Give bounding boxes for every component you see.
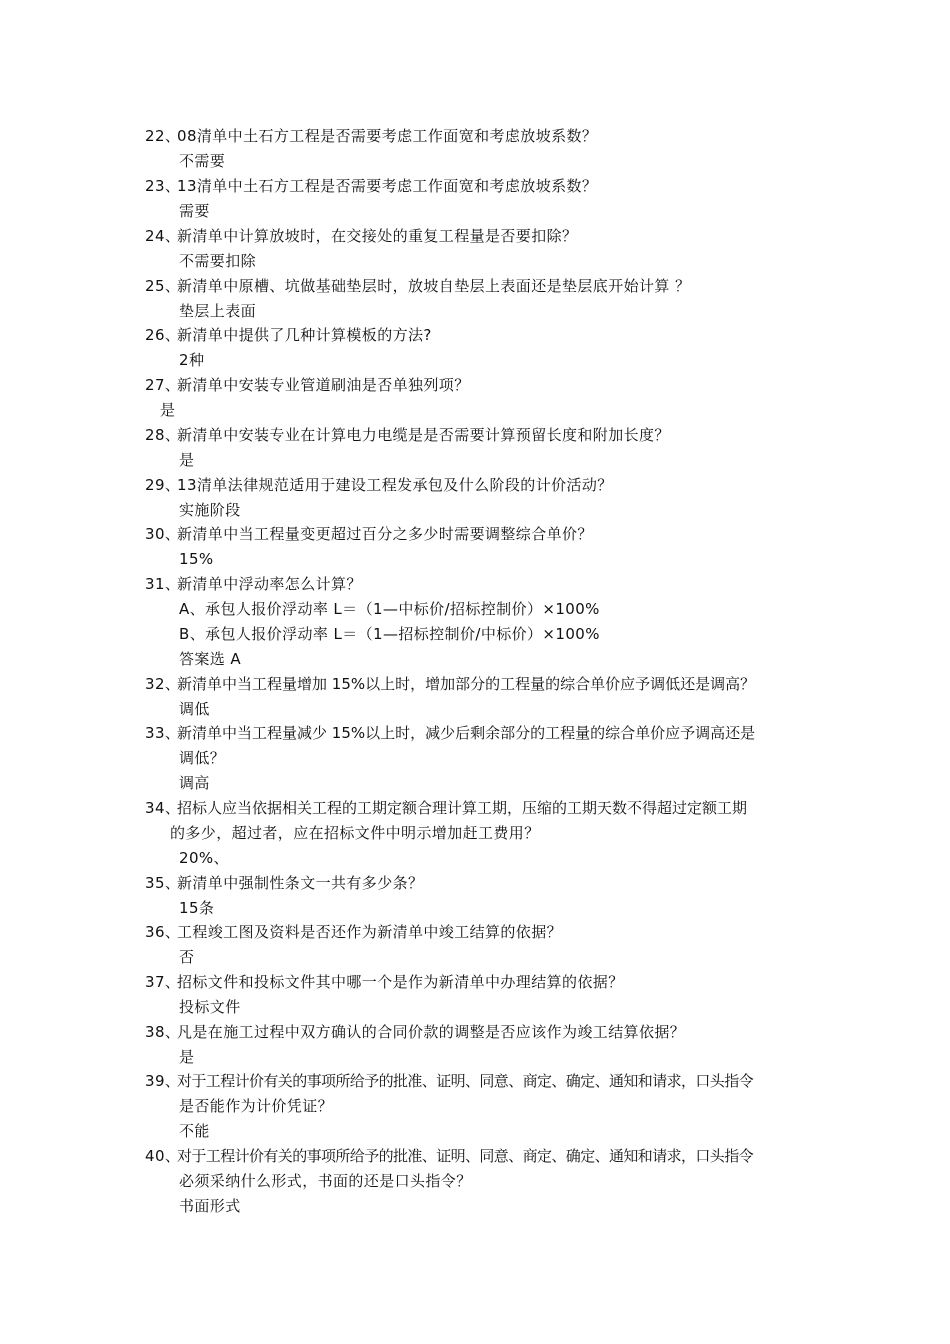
answer-36: 否 bbox=[179, 948, 195, 966]
answer-39: 不能 bbox=[179, 1122, 210, 1140]
answer-28: 是 bbox=[179, 451, 195, 469]
question-39-cont: 是否能作为计价凭证？ bbox=[179, 1097, 334, 1115]
question-25: 25、新清单中原槽、坑做基础垫层时，放坡自垫层上表面还是垫层底开始计算 ？ bbox=[145, 277, 691, 295]
answer-34: 20%、 bbox=[179, 849, 229, 867]
answer-26: 2种 bbox=[179, 351, 205, 369]
question-40: 40、对于工程计价有关的事项所给予的批准、证明、同意、商定、确定、通知和请求，口头指令 bbox=[145, 1147, 754, 1165]
question-39: 39、对于工程计价有关的事项所给予的批准、证明、同意、商定、确定、通知和请求，口头指令 bbox=[145, 1072, 754, 1090]
answer-35: 15条 bbox=[179, 899, 215, 917]
question-32: 32、新清单中当工程量增加 15%以上时，增加部分的工程量的综合单价应予调低还是调高？ bbox=[145, 675, 756, 693]
option-b: B、承包人报价浮动率 L＝（1—招标控制价/中标价）×100% bbox=[179, 625, 600, 643]
question-35: 35、新清单中强制性条文一共有多少条？ bbox=[145, 874, 424, 892]
answer-25: 垫层上表面 bbox=[179, 302, 257, 320]
answer-37: 投标文件 bbox=[179, 998, 241, 1016]
answer-30: 15% bbox=[179, 550, 214, 568]
question-33-cont: 调低？ bbox=[179, 749, 226, 767]
question-23: 23、13清单中土石方工程是否需要考虑工作面宽和考虑放坡系数？ bbox=[145, 177, 598, 195]
question-26: 26、新清单中提供了几种计算模板的方法? bbox=[145, 326, 432, 344]
question-40-cont: 必须采纳什么形式，书面的还是口头指令？ bbox=[179, 1172, 472, 1190]
answer-33: 调高 bbox=[179, 774, 210, 792]
question-28: 28、新清单中安装专业在计算电力电缆是是否需要计算预留长度和附加长度？ bbox=[145, 426, 670, 444]
question-33: 33、新清单中当工程量减少 15%以上时，减少后剩余部分的工程量的综合单价应予调高还是 bbox=[145, 724, 756, 742]
answer-27: 是 bbox=[160, 401, 176, 419]
answer-24: 不需要扣除 bbox=[179, 252, 257, 270]
question-31: 31、新清单中浮动率怎么计算？ bbox=[145, 575, 362, 593]
question-24: 24、新清单中计算放坡时，在交接处的重复工程量是否要扣除？ bbox=[145, 227, 578, 245]
question-29: 29、13清单法律规范适用于建设工程发承包及什么阶段的计价活动？ bbox=[145, 476, 613, 494]
question-38: 38、凡是在施工过程中双方确认的合同价款的调整是否应该作为竣工结算依据？ bbox=[145, 1023, 686, 1041]
option-a: A、承包人报价浮动率 L＝（1—中标价/招标控制价）×100% bbox=[179, 600, 600, 618]
question-37: 37、招标文件和投标文件其中哪一个是作为新清单中办理结算的依据？ bbox=[145, 973, 624, 991]
question-34: 34、招标人应当依据相关工程的工期定额合理计算工期，压缩的工期天数不得超过定额工期 bbox=[145, 799, 748, 817]
answer-38: 是 bbox=[179, 1048, 195, 1066]
answer-23: 需要 bbox=[179, 202, 210, 220]
answer-40: 书面形式 bbox=[179, 1197, 241, 1215]
answer-32: 调低 bbox=[179, 700, 210, 718]
question-22: 22、08清单中土石方工程是否需要考虑工作面宽和考虑放坡系数？ bbox=[145, 127, 598, 145]
question-36: 36、工程竣工图及资料是否还作为新清单中竣工结算的依据？ bbox=[145, 923, 563, 941]
answer-22: 不需要 bbox=[179, 152, 226, 170]
question-30: 30、新清单中当工程量变更超过百分之多少时需要调整综合单价？ bbox=[145, 525, 593, 543]
question-27: 27、新清单中安装专业管道刷油是否单独列项？ bbox=[145, 376, 470, 394]
question-34-cont: 的多少，超过者，应在招标文件中明示增加赶工费用？ bbox=[170, 824, 540, 842]
answer-29: 实施阶段 bbox=[179, 501, 241, 519]
answer-31: 答案选 A bbox=[179, 650, 242, 668]
